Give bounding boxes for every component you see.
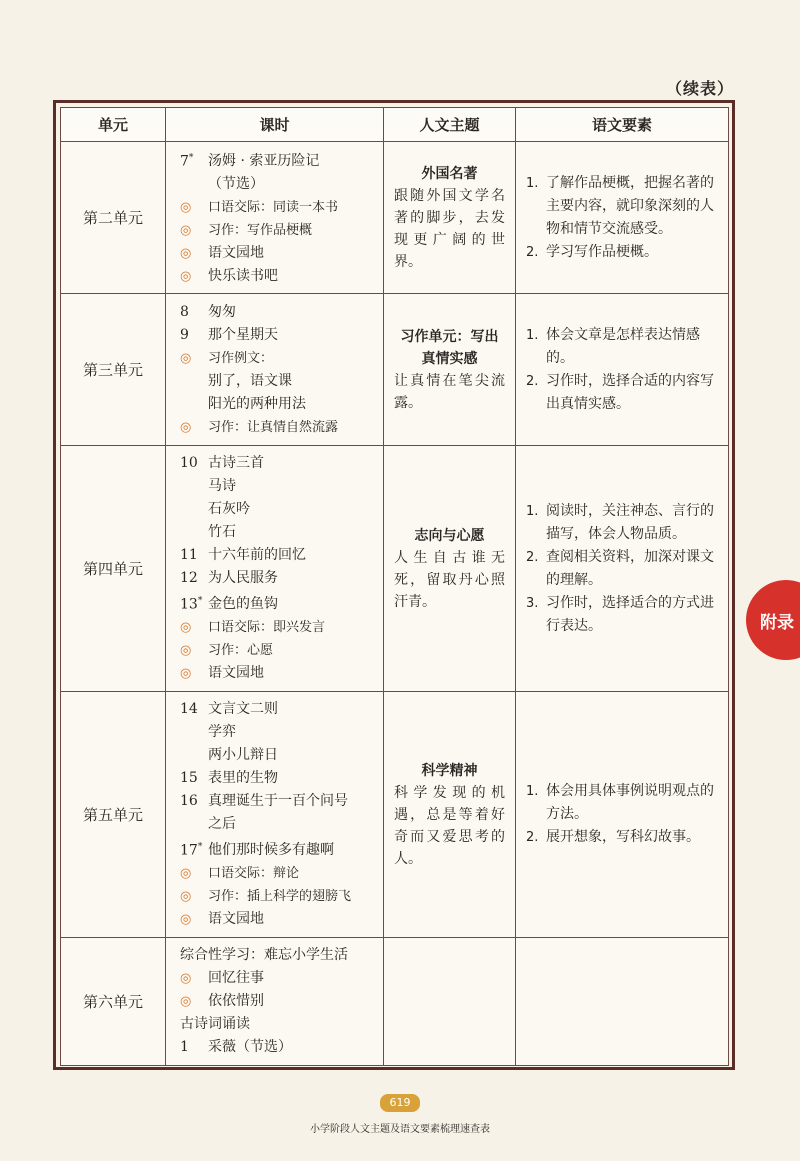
double-circle-icon: ◎	[180, 620, 192, 636]
lesson-item	[180, 767, 377, 790]
theme-title: 习作单元：写出真情实感	[400, 328, 499, 367]
double-circle-icon: ◎	[180, 666, 192, 682]
unit-row	[61, 692, 729, 938]
lesson-item	[180, 885, 377, 908]
element-item	[526, 500, 720, 546]
element-item	[526, 780, 720, 826]
unit-name: 第二单元	[61, 142, 166, 294]
lesson-item	[180, 242, 377, 265]
lesson-item	[180, 698, 377, 721]
element-item	[526, 324, 720, 370]
lesson-item	[180, 862, 377, 885]
theme-title: 科学精神	[421, 762, 478, 779]
lesson-list	[166, 692, 384, 938]
humanistic-theme	[384, 446, 516, 692]
lesson-title: 采薇（节选）	[208, 1039, 292, 1055]
lesson-title: 他们那时候多有趣啊	[208, 842, 334, 859]
lesson-title: 汤姆 · 索亚历险记	[208, 153, 320, 170]
lesson-title: 口语交际：即兴发言	[208, 620, 326, 636]
lesson-title: 古诗三首	[208, 454, 264, 471]
self-study-star: *	[197, 841, 203, 852]
double-circle-icon: ◎	[180, 866, 192, 882]
lesson-title: 习作：写作品梗概	[208, 223, 313, 239]
lesson-item	[180, 590, 377, 617]
lesson-item	[180, 347, 377, 370]
language-elements	[516, 938, 729, 1066]
lesson-item	[180, 370, 377, 393]
element-text: 习作时，选择适合的方式进行表达。	[546, 594, 714, 634]
header-unit: 单元	[61, 108, 166, 142]
units-body	[61, 142, 729, 1066]
lesson-title: 十六年前的回忆	[208, 546, 306, 563]
element-text: 阅读时，关注神态、言行的描写，体会人物品质。	[546, 502, 714, 542]
language-elements	[516, 692, 729, 938]
lesson-number	[180, 544, 208, 567]
lesson-item	[180, 521, 377, 544]
lesson-number-text: 1	[180, 1039, 189, 1055]
lesson-item	[180, 265, 377, 288]
unit-row	[61, 446, 729, 692]
lesson-title: 回忆往事	[208, 970, 264, 986]
unit-row	[61, 938, 729, 1066]
lesson-title: 之后	[208, 815, 236, 832]
lesson-title: 表里的生物	[208, 769, 278, 786]
element-item	[526, 592, 720, 638]
element-item	[526, 826, 720, 849]
lesson-item	[180, 1036, 377, 1059]
lesson-number	[180, 698, 208, 721]
lesson-title: 习作：心愿	[208, 643, 274, 659]
theme-title: 志向与心愿	[414, 527, 485, 544]
double-circle-icon: ◎	[180, 889, 192, 905]
humanistic-theme	[384, 142, 516, 294]
continued-label: （续表）	[665, 79, 734, 98]
lesson-title: （节选）	[208, 176, 264, 193]
humanistic-theme	[384, 692, 516, 938]
double-circle-icon: ◎	[180, 246, 192, 262]
lesson-title: 综合性学习：难忘小学生活	[180, 947, 348, 963]
lesson-item	[180, 147, 377, 174]
lesson-item	[180, 416, 377, 439]
lesson-item	[180, 721, 377, 744]
double-circle-icon: ◎	[180, 200, 192, 216]
lesson-title: 语文园地	[208, 911, 264, 928]
theme-quote: 人生自古谁无死，留取丹心照汗青。	[394, 549, 505, 610]
header-lessons: 课时	[166, 108, 384, 142]
header-elements: 语文要素	[516, 108, 729, 142]
lesson-item	[180, 639, 377, 662]
lesson-item	[180, 836, 377, 863]
lesson-number	[180, 1036, 208, 1059]
lesson-number-text: 11	[180, 546, 198, 563]
element-number: 3.	[526, 595, 539, 611]
lesson-item	[180, 498, 377, 521]
element-text: 习作时，选择合适的内容写出真情实感。	[546, 372, 714, 412]
lesson-number-text: 16	[180, 792, 198, 809]
lesson-number	[180, 567, 208, 590]
lesson-item	[180, 544, 377, 567]
lesson-item	[180, 790, 377, 813]
double-circle-icon: ◎	[180, 971, 192, 986]
lesson-number	[180, 301, 208, 324]
lesson-item	[180, 744, 377, 767]
theme-quote: 科学发现的机遇，总是等着好奇而又爱思考的人。	[394, 784, 505, 867]
unit-row	[61, 142, 729, 294]
lesson-title: 习作：让真情自然流露	[208, 419, 339, 435]
lesson-item	[180, 662, 377, 685]
unit-name: 第五单元	[61, 692, 166, 938]
element-text: 体会用具体事例说明观点的方法。	[546, 783, 714, 822]
lesson-title: 阳光的两种用法	[208, 395, 306, 412]
lesson-title: 别了，语文课	[208, 372, 292, 389]
element-item	[526, 546, 720, 592]
lesson-item	[180, 567, 377, 590]
lesson-list	[166, 938, 384, 1066]
lesson-number-text: 17	[180, 842, 198, 859]
lesson-title: 习作例文：	[208, 350, 274, 366]
element-number: 2.	[526, 549, 539, 565]
lesson-number	[180, 324, 208, 347]
language-elements	[516, 294, 729, 446]
lesson-number-text: 10	[180, 454, 198, 471]
lesson-title: 快乐读书吧	[208, 268, 278, 285]
double-circle-icon: ◎	[180, 994, 192, 1009]
lesson-item	[180, 393, 377, 416]
humanistic-theme	[384, 294, 516, 446]
lesson-item	[180, 616, 377, 639]
lesson-title: 语文园地	[208, 245, 264, 262]
double-circle-icon: ◎	[180, 223, 192, 239]
lesson-title: 马诗	[208, 477, 236, 494]
element-item	[526, 172, 720, 241]
lesson-title: 古诗词诵读	[180, 1016, 250, 1032]
lesson-list	[166, 446, 384, 692]
lesson-title: 竹石	[208, 523, 236, 540]
double-circle-icon: ◎	[180, 643, 192, 659]
element-number: 1.	[526, 784, 539, 799]
lesson-title: 金色的鱼钩	[208, 596, 278, 613]
lesson-item	[180, 324, 377, 347]
double-circle-icon: ◎	[180, 912, 192, 928]
element-text: 了解作品梗概，把握名著的主要内容，就印象深刻的人物和情节交流感受。	[546, 174, 714, 237]
header-row	[61, 108, 729, 142]
lesson-title: 学弈	[208, 723, 236, 740]
lesson-item	[180, 967, 377, 990]
lesson-item	[180, 196, 377, 219]
unit-name: 第六单元	[61, 938, 166, 1066]
appendix-tab-label: 附录	[760, 613, 794, 633]
lesson-number-text: 9	[180, 326, 189, 343]
element-item	[526, 241, 720, 264]
lesson-number-text: 13	[180, 596, 198, 613]
theme-title: 外国名著	[421, 165, 478, 182]
lesson-item	[180, 219, 377, 242]
lesson-number-text: 15	[180, 769, 198, 786]
lesson-number	[180, 767, 208, 790]
lesson-title: 语文园地	[208, 665, 264, 682]
lesson-item	[180, 944, 377, 967]
lesson-title: 文言文二则	[208, 700, 278, 717]
humanistic-theme	[384, 938, 516, 1066]
element-text: 学习写作品梗概。	[546, 243, 658, 260]
footer-title: 小学阶段人文主题及语文要素梳理速查表	[310, 1124, 490, 1135]
lesson-number	[180, 790, 208, 813]
element-text: 体会文章是怎样表达情感的。	[546, 326, 700, 366]
language-elements	[516, 446, 729, 692]
lesson-number	[180, 590, 208, 617]
unit-row	[61, 294, 729, 446]
lesson-item	[180, 1013, 377, 1036]
header-theme: 人文主题	[384, 108, 516, 142]
lesson-number-text: 8	[180, 303, 189, 320]
lesson-title: 那个星期天	[208, 326, 278, 343]
element-number: 1.	[526, 175, 539, 191]
lesson-number	[180, 452, 208, 475]
lesson-item	[180, 990, 377, 1013]
page-number-badge: 619	[380, 1094, 420, 1112]
double-circle-icon: ◎	[180, 350, 192, 366]
element-item	[526, 370, 720, 416]
lesson-title: 真理诞生于一百个问号	[208, 792, 348, 809]
double-circle-icon: ◎	[180, 419, 192, 435]
lesson-item	[180, 173, 377, 196]
lesson-number-text: 12	[180, 569, 198, 586]
unit-name: 第三单元	[61, 294, 166, 446]
lesson-title: 为人民服务	[208, 569, 278, 586]
element-number: 2.	[526, 244, 539, 260]
units-table	[60, 107, 729, 1066]
element-text: 展开想象，写科幻故事。	[546, 829, 700, 845]
lesson-item	[180, 813, 377, 836]
lesson-number	[180, 147, 208, 174]
theme-quote: 跟随外国文学名著的脚步，去发现更广阔的世界。	[394, 187, 505, 270]
self-study-star: *	[197, 595, 203, 606]
lesson-title: 两小儿辩日	[208, 746, 278, 763]
lesson-number-text: 7	[180, 153, 189, 170]
lesson-title: 口语交际：辩论	[208, 866, 300, 882]
lesson-number	[180, 836, 208, 863]
lesson-item	[180, 301, 377, 324]
double-circle-icon: ◎	[180, 269, 192, 285]
element-text: 查阅相关资料，加深对课文的理解。	[546, 548, 714, 588]
lesson-title: 石灰吟	[208, 500, 250, 517]
lesson-item	[180, 908, 377, 931]
lesson-title: 口语交际：同读一本书	[208, 200, 339, 216]
lesson-item	[180, 452, 377, 475]
lesson-title: 习作：插上科学的翅膀飞	[208, 889, 352, 905]
self-study-star: *	[188, 152, 194, 163]
unit-name: 第四单元	[61, 446, 166, 692]
element-number: 2.	[526, 830, 539, 845]
element-number: 2.	[526, 373, 539, 389]
lesson-list	[166, 294, 384, 446]
element-number: 1.	[526, 327, 539, 343]
element-number: 1.	[526, 503, 539, 519]
lesson-number-text: 14	[180, 700, 198, 717]
lesson-list	[166, 142, 384, 294]
lesson-item	[180, 475, 377, 498]
lesson-title: 匆匆	[208, 303, 236, 320]
language-elements	[516, 142, 729, 294]
lesson-title: 依依惜别	[208, 993, 264, 1009]
theme-quote: 让真情在笔尖流露。	[394, 372, 505, 411]
